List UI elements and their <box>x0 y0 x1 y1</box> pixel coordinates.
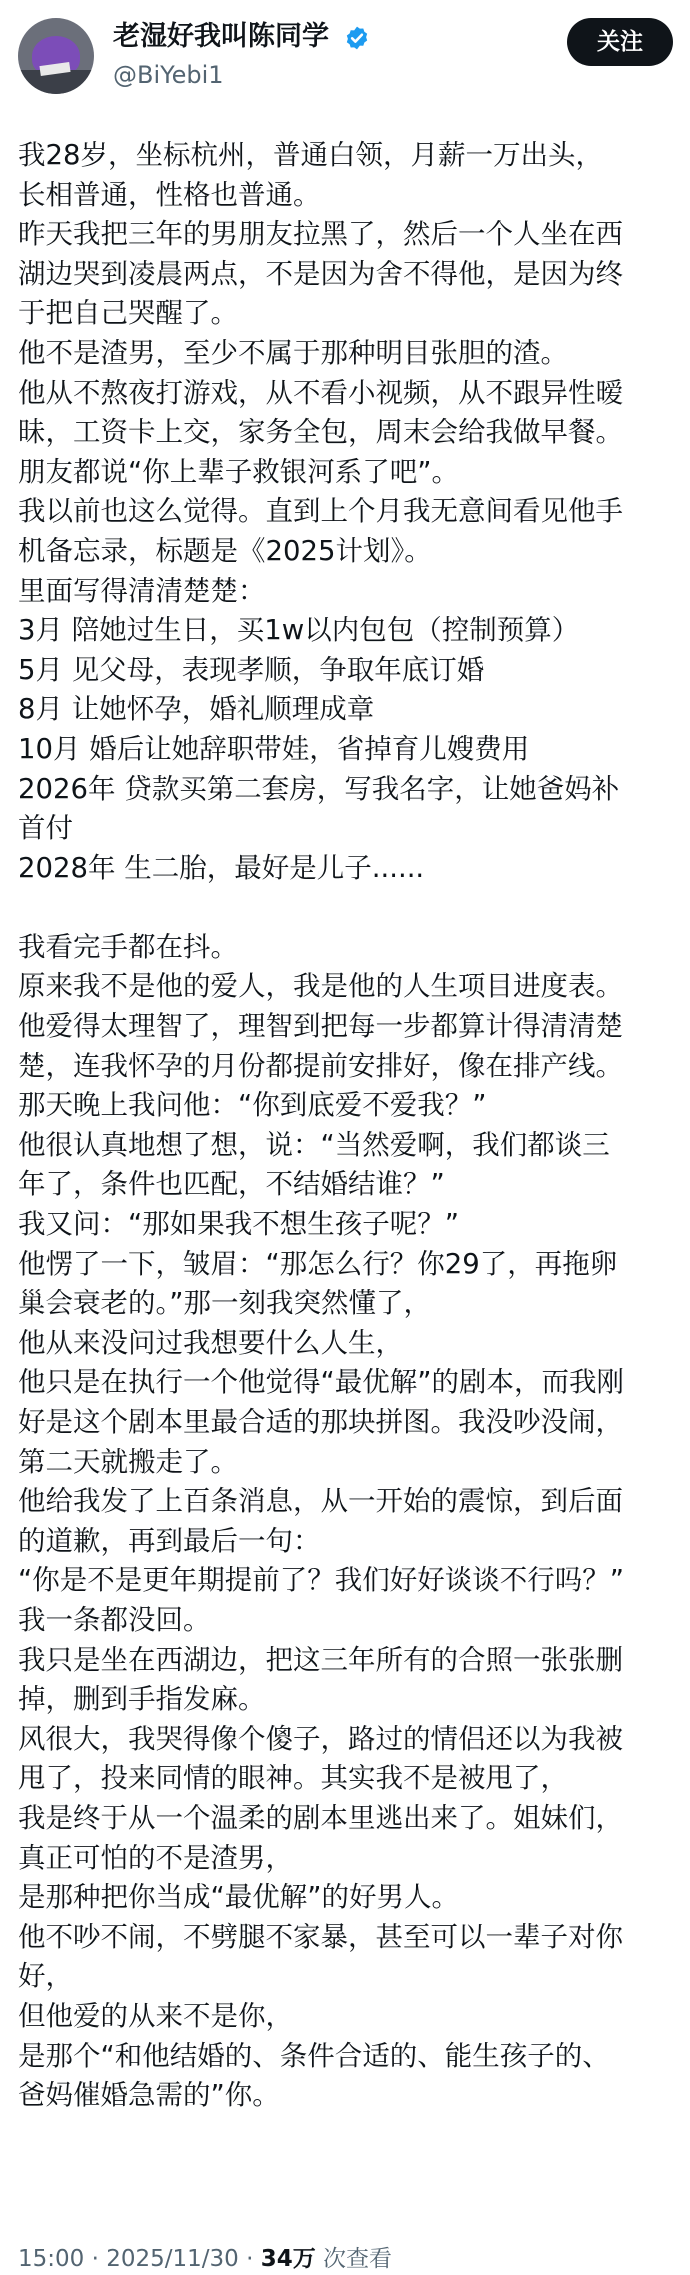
post-line: 我一条都没回。 <box>18 1603 211 1636</box>
view-count: 34万 <box>260 2246 316 2272</box>
post-line: 他愣了一下，皱眉：“那怎么行？你29了，再拖卵 <box>18 1247 618 1280</box>
post-line: 是那种把你当成“最优解”的好男人。 <box>18 1881 459 1914</box>
post-line: 我又问：“那如果我不想生孩子呢？” <box>18 1208 459 1241</box>
post-line: 我28岁，坐标杭州，普通白领，月薪一万出头， <box>18 139 603 171</box>
post-line: 是那个“和他结婚的、条件合适的、能生孩子的、 <box>18 2039 610 2072</box>
post-line: 的道歉，再到最后一句： <box>18 1524 321 1557</box>
post-line: 第二天就搬走了。 <box>18 1445 238 1478</box>
post-line: 好， <box>18 1960 73 1993</box>
verified-badge-icon <box>344 25 370 51</box>
post-line: 8月 让她怀孕，婚礼顺理成章 <box>18 693 375 726</box>
post-line: 好是这个剧本里最合适的那块拼图。我没吵没闹， <box>18 1406 623 1438</box>
post-line: 楚，连我怀孕的月份都提前安排好，像在排产线。 <box>18 1049 623 1082</box>
post-line: 5月 见父母，表现孝顺，争取年底订婚 <box>18 653 485 686</box>
post-line: 于把自己哭醒了。 <box>18 297 238 330</box>
follow-button[interactable]: 关注 <box>567 18 673 66</box>
post-line: 首付 <box>18 812 73 845</box>
user-handle[interactable]: @BiYebi1 <box>113 61 224 89</box>
blank-line <box>18 888 678 928</box>
post-line: 他只是在执行一个他觉得“最优解”的剧本，而我刚 <box>18 1366 624 1399</box>
post-line: 他从来没问过我想要什么人生， <box>18 1326 403 1359</box>
post-header <box>0 0 690 110</box>
post-line: 风很大，我哭得像个傻子，路过的情侣还以为我被 <box>18 1722 623 1755</box>
post-line: 2026年 贷款买第二套房，写我名字，让她爸妈补 <box>18 772 620 805</box>
post-line: 年了，条件也匹配，不结婚结谁？” <box>18 1168 445 1201</box>
post-line: 原来我不是他的爱人，我是他的人生项目进度表。 <box>18 970 623 1003</box>
post-line: 但他爱的从来不是你， <box>18 1999 293 2032</box>
post-line: 他很认真地想了想，说：“当然爱啊，我们都谈三 <box>18 1128 610 1161</box>
post-line: 掉，删到手指发麻。 <box>18 1683 266 1716</box>
post-line: 甩了，投来同情的眼神。其实我不是被甩了， <box>18 1762 568 1795</box>
post-line: 里面写得清清楚楚： <box>18 574 266 607</box>
post-line: 我看完手都在抖。 <box>18 930 238 963</box>
view-count-label: 次查看 <box>315 2246 393 2272</box>
avatar[interactable] <box>18 18 94 94</box>
post-line: 朋友都说“你上辈子救银河系了吧”。 <box>18 455 459 488</box>
post-line: 他从不熬夜打游戏，从不看小视频，从不跟异性暧 <box>18 376 623 409</box>
post-meta <box>18 2240 392 2273</box>
post-line: 昨天我把三年的男朋友拉黑了，然后一个人坐在西 <box>18 218 623 251</box>
post-line: 昧，工资卡上交，家务全包，周末会给我做早餐。 <box>18 416 623 449</box>
display-name-row[interactable] <box>113 20 370 54</box>
post-time[interactable]: 15:00 · 2025/11/30 · <box>18 2246 261 2272</box>
post-line: “你是不是更年期提前了？我们好好谈谈不行吗？” <box>18 1564 624 1597</box>
post-line: 真正可怕的不是渣男， <box>18 1841 293 1874</box>
post-line: 他给我发了上百条消息，从一开始的震惊，到后面 <box>18 1485 623 1518</box>
post-text <box>18 136 678 2116</box>
post-line: 10月 婚后让她辞职带娃，省掉育儿嫂费用 <box>18 732 530 765</box>
post-line: 机备忘录，标题是《2025计划》。 <box>18 534 432 567</box>
post-line: 他爱得太理智了，理智到把每一步都算计得清清楚 <box>18 1010 623 1043</box>
display-name[interactable]: 老湿好我叫陈同学 <box>113 21 329 52</box>
post-line: 那天晚上我问他：“你到底爱不爱我？” <box>18 1089 487 1122</box>
post-line: 爸妈催婚急需的”你。 <box>18 2079 280 2112</box>
post-line: 我以前也这么觉得。直到上个月我无意间看见他手 <box>18 495 623 528</box>
post-line: 他不是渣男，至少不属于那种明目张胆的渣。 <box>18 336 568 369</box>
post-line: 3月 陪她过生日，买1w以内包包（控制预算） <box>18 614 580 647</box>
post-line: 湖边哭到凌晨两点，不是因为舍不得他，是因为终 <box>18 257 623 290</box>
post-line: 2028年 生二胎，最好是儿子...... <box>18 851 425 884</box>
post-line: 我只是坐在西湖边，把这三年所有的合照一张张删 <box>18 1643 623 1676</box>
post-line: 巢会衰老的。”那一刻我突然懂了， <box>18 1287 431 1320</box>
post-line: 我是终于从一个温柔的剧本里逃出来了。姐妹们， <box>18 1801 623 1834</box>
post-line: 他不吵不闹，不劈腿不家暴，甚至可以一辈子对你 <box>18 1920 623 1953</box>
post-line: 长相普通，性格也普通。 <box>18 178 321 211</box>
